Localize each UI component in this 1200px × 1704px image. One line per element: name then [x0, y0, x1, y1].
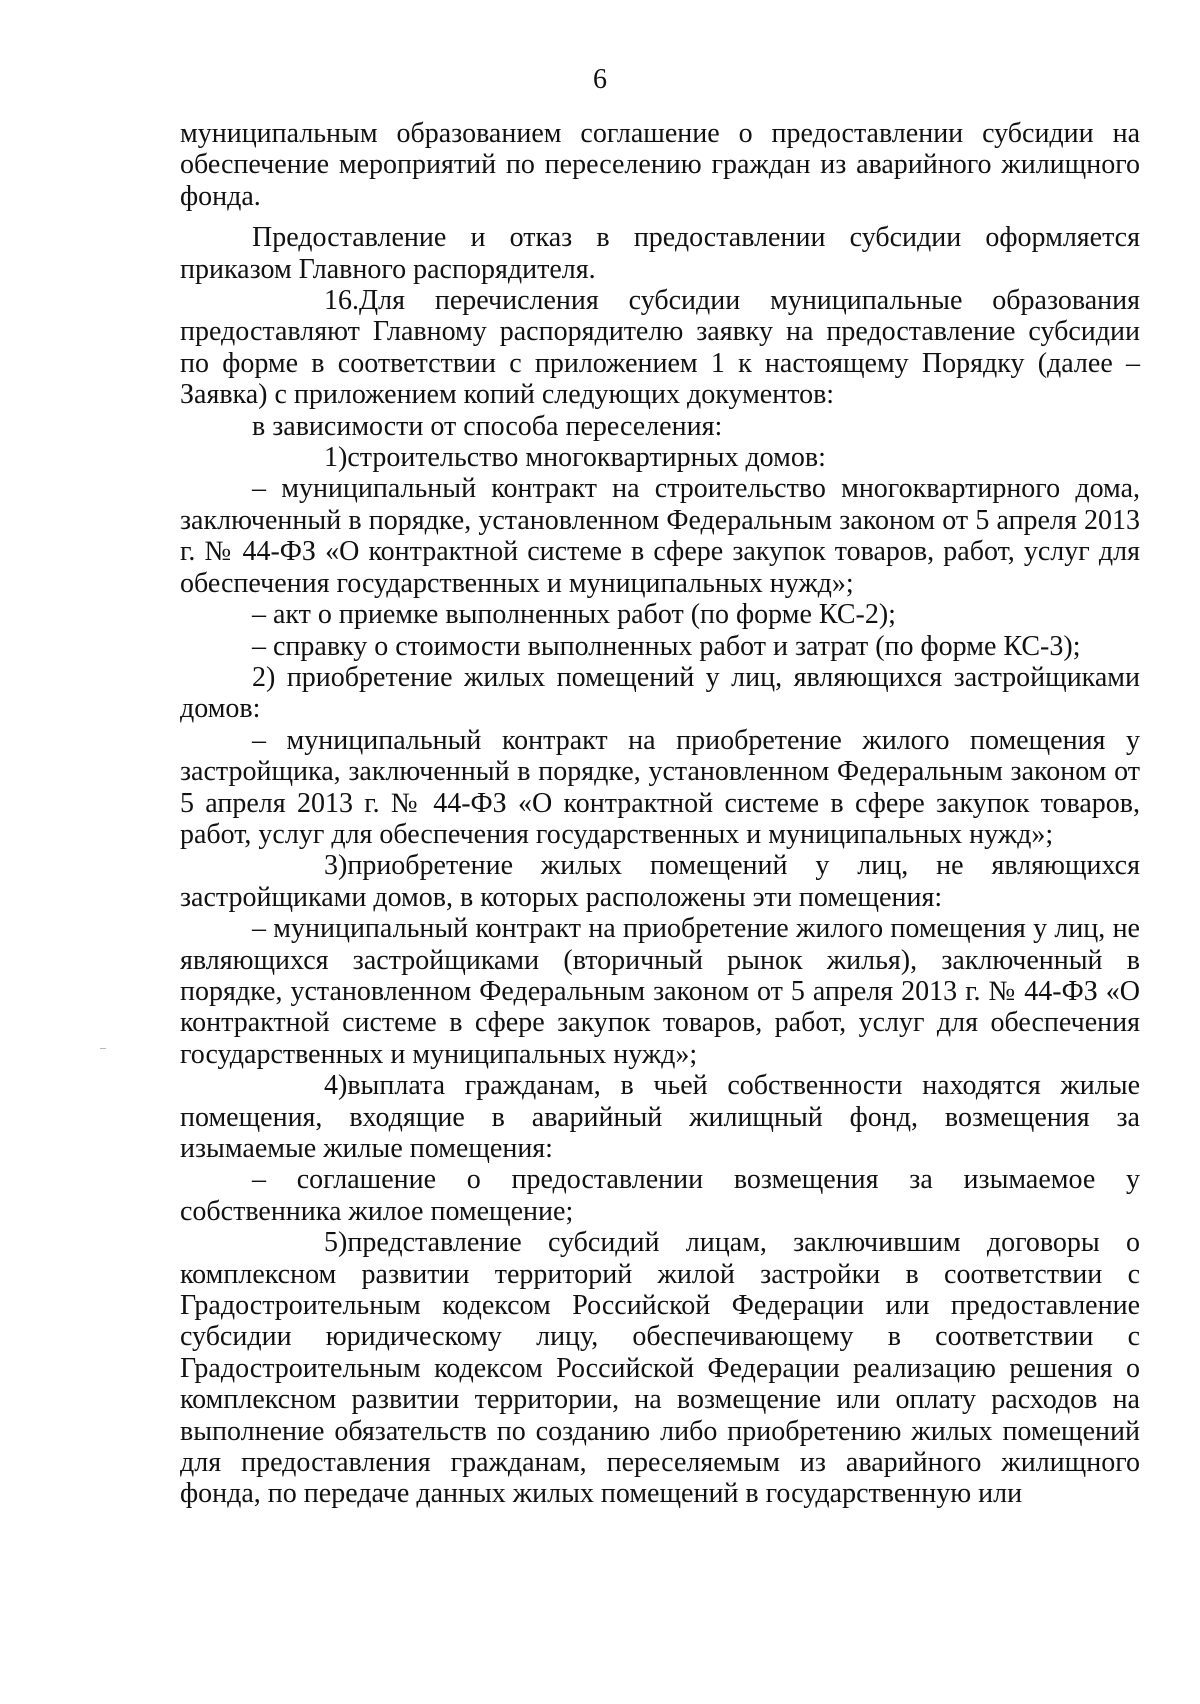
- item-5-text: представление субсидий лицам, заключившим договоры о комплексном развитии территорий жилой застройки в соответствии с Градостроительным кодексом Российской Федерации или предоставление субсидии юридическому лицу, обеспечивающему в соответствии с Градостроительным кодексом Российской Федерации реализацию решения о комплексном развитии территории, на возмещение или оплату расходов на выполнение обязательств по созданию либо приобретению жилых помещений для предоставления гражданам, переселяемым из аварийного жилищного фонда, по передаче данных жилых помещений в государственную или: [180, 1227, 1140, 1510]
- list-item-2-heading: 2) приобретение жилых помещений у лиц, являющихся застройщиками домов:: [180, 661, 1140, 725]
- item-4-text: выплата гражданам, в чьей собственности находятся жилые помещения, входящие в аварийный жилищный фонд, возмещения за изымаемые жилые помещения:: [180, 1070, 1140, 1164]
- page-number: 6: [593, 64, 607, 95]
- list-item-4-heading: [180, 1070, 1140, 1164]
- paragraph-construction-contract: – муниципальный контракт на строительство многоквартирного дома, заключенный в порядке, установленном Федеральным законом от 5 апреля 2013 г. № 44-ФЗ «О контрактной системе в сфере закупок товаров, работ, услуг для обеспечения государственных и муниципальных нужд»;: [180, 473, 1140, 599]
- item-number-4: 4): [324, 1070, 348, 1102]
- item-1-text: строительство многоквартирных домов:: [347, 442, 826, 474]
- scan-artifact-mark: [100, 1048, 106, 1049]
- paragraph-method-intro: в зависимости от способа переселения:: [252, 410, 723, 442]
- paragraph-decision: Предоставление и отказ в предоставлении субсидии оформляется приказом Главного распорядителя.: [180, 222, 1140, 285]
- paragraph-ks3-reference: – справку о стоимости выполненных работ и затрат (по форме КС-3);: [252, 630, 1081, 662]
- paragraph-ks2-act: – акт о приемке выполненных работ (по форме КС-2);: [252, 599, 896, 631]
- document-body: [180, 118, 1140, 1510]
- paragraph-secondary-market-contract: – муниципальный контракт на приобретение жилого помещения у лиц, не являющихся застройщиками (вторичный рынок жилья), заключенный в порядке, установленном Федеральным законом от 5 апреля 2013 г. № 44-ФЗ «О контрактной системе в сфере закупок товаров, работ, услуг для обеспечения государственных и муниципальных нужд»;: [180, 913, 1140, 1070]
- item-number-5: 5): [324, 1227, 348, 1259]
- item-3-text: приобретение жилых помещений у лиц, не являющихся застройщиками домов, в которых расположены эти помещения:: [180, 850, 1140, 913]
- list-item-3-heading: [180, 850, 1140, 913]
- paragraph-developer-contract: – муниципальный контракт на приобретение жилого помещения у застройщика, заключенный в порядке, установленном Федеральным законом от 5 апреля 2013 г. № 44-ФЗ «О контрактной системе в сфере закупок товаров, работ, услуг для обеспечения государственных и муниципальных нужд»;: [180, 724, 1140, 850]
- item-number-16: 16.: [324, 285, 359, 317]
- paragraph-agreement: муниципальным образованием соглашение о предоставлении субсидии на обеспечение мероприятий по переселению граждан из аварийного жилищного фонда.: [180, 118, 1140, 212]
- paragraph-item-16: [180, 285, 1140, 411]
- list-item-5-heading: [180, 1227, 1140, 1510]
- item-number-3: 3): [324, 850, 348, 882]
- paragraph-compensation-agreement: – соглашение о предоставлении возмещения за изымаемое у собственника жилое помещение;: [180, 1164, 1140, 1227]
- item-number-1: 1): [324, 442, 348, 474]
- list-item-1-heading: [180, 442, 1140, 473]
- item-16-text: Для перечисления субсидии муниципальные образования предоставляют Главному распорядителю заявку на предоставление субсидии по форме в соответствии с приложением 1 к настоящему Порядку (далее – Заявка) с приложением копий следующих документов:: [180, 285, 1140, 411]
